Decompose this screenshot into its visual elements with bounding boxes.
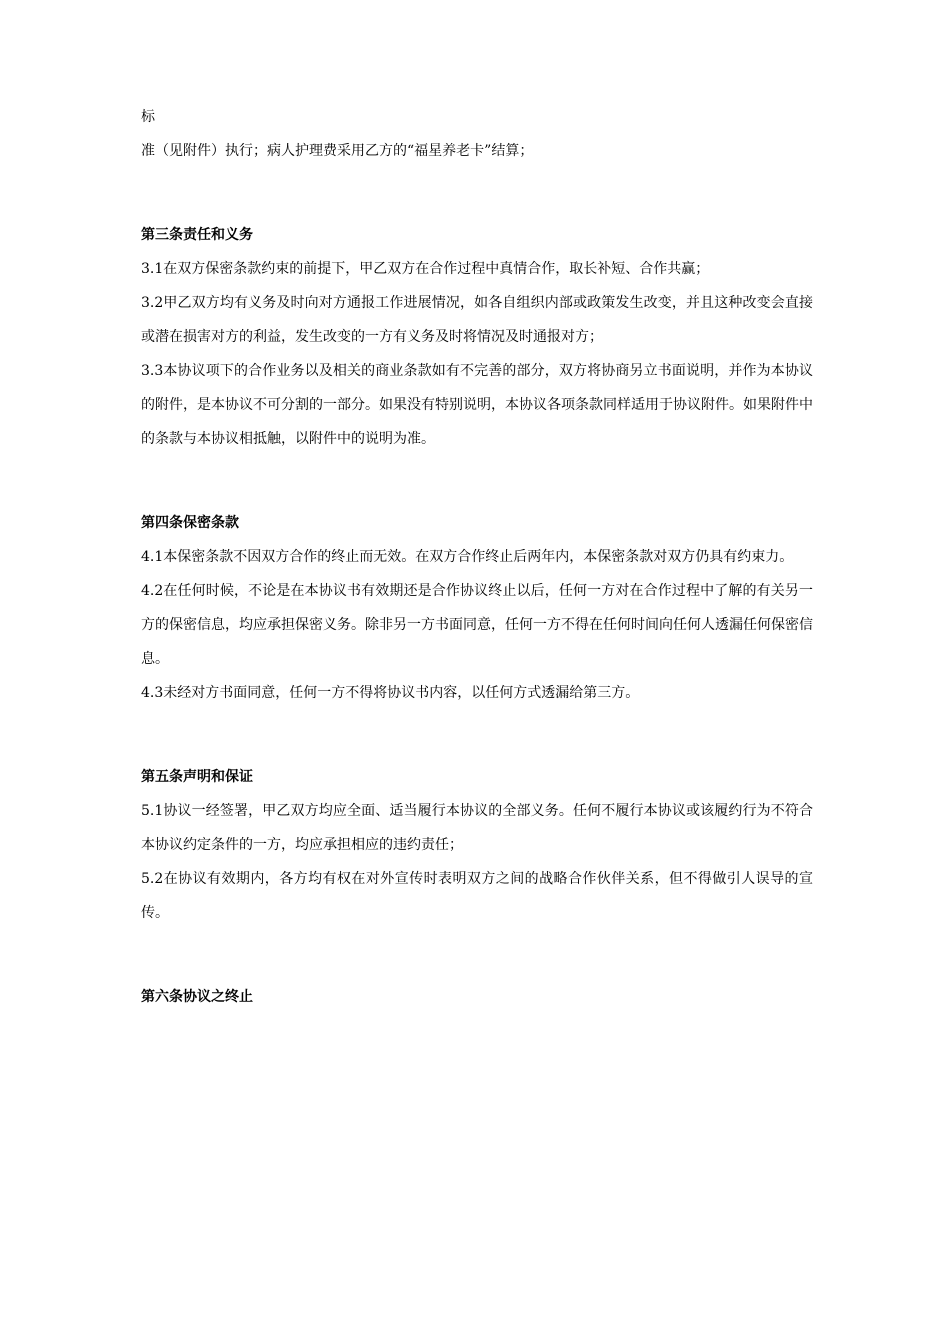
section-gap [141,710,813,760]
section-title: 第五条声明和保证 [141,769,253,785]
section-gap [141,456,813,506]
clause-5-2: 5.2在协议有效期内，各方均有权在对外宣传时表明双方之间的战略合作伙伴关系，但不得做引人误导的宣传。 [141,871,813,921]
clause-3-1: 3.1在双方保密条款约束的前提下，甲乙双方在合作过程中真情合作，取长补短、合作共赢； [141,261,710,277]
section-6 [141,980,813,1014]
intro-line-2: 准（见附件）执行；病人护理费采用乙方的“福星养老卡”结算； [141,143,534,159]
section-title: 第四条保密条款 [141,515,239,531]
clause-3-2: 3.2甲乙双方均有义务及时向对方通报工作进展情况，如各自组织内部或政策发生改变，并且这种改变会直接或潜在损害对方的利益，发生改变的一方有义务及时将情况及时通报对方； [141,295,813,345]
section-5 [141,760,813,930]
section-title: 第六条协议之终止 [141,989,253,1005]
section-3 [141,218,813,456]
section-gap [141,168,813,218]
section-title: 第三条责任和义务 [141,227,253,243]
clause-3-3: 3.3本协议项下的合作业务以及相关的商业条款如有不完善的部分，双方将协商另立书面说明，并作为本协议的附件，是本协议不可分割的一部分。如果没有特别说明，本协议各项条款同样适用于协议附件。如果附件中的条款与本协议相抵触，以附件中的说明为准。 [141,363,813,447]
section-4 [141,506,813,710]
clause-4-2: 4.2在任何时候，不论是在本协议书有效期还是合作协议终止以后，任何一方对在合作过程中了解的有关另一方的保密信息，均应承担保密义务。除非另一方书面同意，任何一方不得在任何时间向任何人透漏任何保密信息。 [141,583,813,667]
clause-5-1: 5.1协议一经签署，甲乙双方均应全面、适当履行本协议的全部义务。任何不履行本协议或该履约行为不符合本协议约定条件的一方，均应承担相应的违约责任； [141,803,813,853]
clause-4-3: 4.3未经对方书面同意，任何一方不得将协议书内容，以任何方式透漏给第三方。 [141,685,640,701]
clause-4-1: 4.1本保密条款不因双方合作的终止而无效。在双方合作终止后两年内，本保密条款对双方仍具有约束力。 [141,549,794,565]
section-gap [141,930,813,980]
intro-line-1: 标 [141,109,155,125]
document-body [141,100,813,1014]
